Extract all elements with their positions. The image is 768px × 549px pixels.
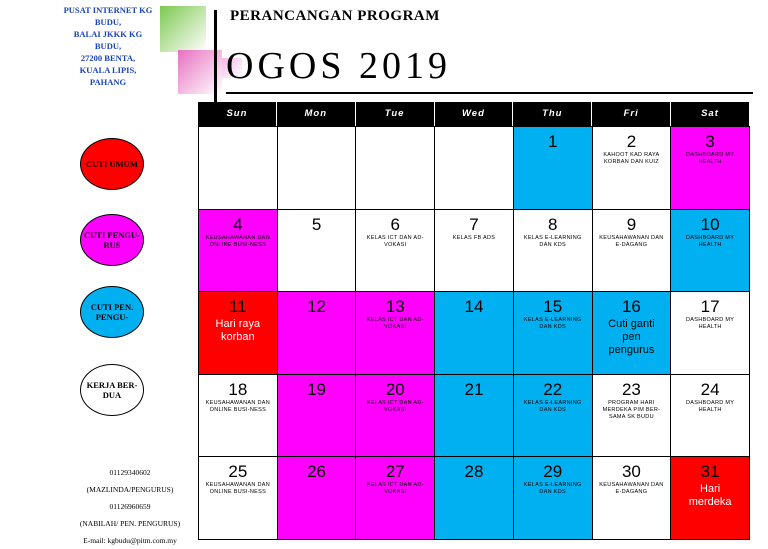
day-note: DASHBOARD MY HEALTH: [686, 152, 735, 165]
day-cell: [514, 292, 593, 375]
day-cell: [671, 375, 750, 458]
legend-label: CUTI PENGU-RUS: [84, 230, 140, 250]
day-number: 2: [626, 132, 637, 151]
day-cell: [593, 127, 672, 210]
contact-phone-assistant: 01126960659: [109, 502, 151, 511]
day-number: 5: [311, 214, 322, 234]
day-note: KELAS ICT DAN AD-VOKASI: [366, 482, 424, 496]
day-cell: [356, 292, 435, 375]
org-line: BUDU,: [94, 41, 122, 51]
day-cell: [199, 292, 278, 375]
day-cell: [199, 210, 278, 293]
day-note: DASHBOARD MY HEALTH: [686, 234, 735, 248]
day-note: KELAS FB ADS: [452, 234, 496, 241]
weekday-header: [198, 102, 750, 126]
day-cell: [435, 457, 514, 540]
day-number: 24: [700, 379, 720, 399]
day-number: 10: [700, 214, 720, 234]
day-cell: [199, 127, 278, 210]
day-number: 14: [464, 297, 484, 317]
day-number: 29: [543, 462, 563, 482]
weekday-sat: Sat: [671, 102, 750, 126]
day-note: KELAS ICT DAN AD-VOKASI: [366, 399, 424, 413]
legend-public-holiday: [80, 138, 144, 190]
day-number: 25: [228, 462, 248, 482]
legend-label: KERJA BER-DUA: [86, 380, 138, 400]
contact-info: [60, 464, 200, 549]
weekday-sun: Sun: [198, 102, 277, 126]
org-line: PAHANG: [89, 77, 127, 87]
day-cell: [435, 127, 514, 210]
org-line: 27200 BENTA,: [80, 53, 136, 63]
day-cell: [356, 375, 435, 458]
day-number: 26: [307, 462, 327, 482]
weekday-tue: Tue: [356, 102, 435, 126]
day-number: 15: [543, 297, 563, 317]
day-note: KAHOOT KAD RAYA KORBAN DAN KUIZ: [603, 152, 660, 165]
weekday-wed: Wed: [435, 102, 514, 126]
day-number: 4: [233, 214, 243, 234]
day-cell: [671, 127, 750, 210]
org-line: BUDU,: [94, 17, 122, 27]
day-note: DASHBOARD MY HEALTH: [686, 399, 735, 413]
day-note: KEUSAHAWANAN DAN E-DAGANG: [599, 234, 664, 248]
day-cell: [593, 375, 672, 458]
day-cell: [278, 457, 357, 540]
day-cell: [514, 375, 593, 458]
day-number: 21: [464, 379, 484, 399]
day-cell: [514, 210, 593, 293]
day-number: 22: [543, 379, 563, 399]
organization-address: [44, 4, 172, 88]
day-note: KEUSAHAWANAN DAN ONLINE BUSI-NESS: [205, 234, 270, 248]
day-note: KEUSAHAWANAN DAN ONLINE BUSI-NESS: [205, 482, 270, 496]
day-cell: [278, 210, 357, 293]
page-title: PERANCANGAN PROGRAM: [230, 8, 440, 24]
day-note: KEUSAHAWANAN DAN E-DAGANG: [599, 482, 664, 496]
day-cell: [435, 375, 514, 458]
day-number: 30: [621, 462, 641, 482]
day-cell: [593, 292, 672, 375]
day-cell: [278, 127, 357, 210]
legend-assistant-leave: [80, 286, 144, 338]
contact-email: E-mail: kgbudu@pitm.com.my: [83, 536, 177, 545]
day-note: DASHBOARD MY HEALTH: [686, 317, 735, 331]
day-number: 27: [385, 462, 405, 482]
header-horizontal-rule: [226, 92, 753, 94]
weekday-mon: Mon: [277, 102, 356, 126]
day-note: KELAS E-LEARNING DAN KDS: [523, 482, 582, 496]
day-note: KELAS ICT DAN AD-VOKASI: [366, 317, 424, 331]
org-line: BALAI JKKK KG: [73, 29, 143, 39]
day-cell: [671, 210, 750, 293]
day-note: PROGRAM HARI MERDEKA PIM BER-SAMA SK BUDU: [602, 399, 661, 420]
day-number: 28: [464, 462, 484, 482]
day-cell: [356, 457, 435, 540]
day-cell: [593, 457, 672, 540]
day-cell: [356, 127, 435, 210]
legend-manager-leave: [80, 214, 144, 266]
day-number: 11: [229, 297, 247, 317]
day-note: Hari merdeka: [688, 483, 732, 509]
org-line: PUSAT INTERNET KG: [63, 5, 153, 15]
contact-name-manager: (MAZLINDA/PENGURUS): [86, 485, 174, 494]
day-cell: [278, 292, 357, 375]
day-cell: [199, 457, 278, 540]
legend-both-working: [80, 364, 144, 416]
day-number: 20: [385, 379, 405, 399]
legend-label: CUTI PEN. PENGU-: [90, 302, 134, 322]
org-line: KUALA LIPIS,: [79, 65, 137, 75]
day-cell: [671, 292, 750, 375]
day-number: 18: [228, 379, 248, 399]
weekday-fri: Fri: [592, 102, 671, 126]
weekday-thu: Thu: [513, 102, 592, 126]
header-vertical-rule: [214, 10, 217, 102]
day-note: KELAS E-LEARNING DAN KDS: [523, 399, 582, 413]
day-cell: [356, 210, 435, 293]
day-number: 19: [307, 379, 327, 399]
day-number: 31: [700, 462, 720, 482]
day-number: 8: [547, 214, 558, 234]
day-note: KELAS E-LEARNING DAN KDS: [523, 234, 582, 248]
day-cell: [435, 292, 514, 375]
month-title: OGOS 2019: [226, 45, 451, 87]
day-cell: [435, 210, 514, 293]
day-cell: [514, 457, 593, 540]
day-number: 13: [385, 297, 405, 317]
day-number: 23: [621, 379, 641, 399]
calendar: [198, 102, 750, 539]
day-cell: [514, 127, 593, 210]
day-cell: [199, 375, 278, 458]
day-number: 17: [700, 297, 720, 317]
contact-name-assistant: (NABILAH/ PEN. PENGURUS): [79, 519, 181, 528]
day-cell: [278, 375, 357, 458]
day-note: Cuti ganti pen pengurus: [608, 318, 655, 357]
day-cell: [671, 457, 750, 540]
day-note: KELAS E-LEARNING DAN KDS: [523, 317, 582, 331]
day-number: 6: [390, 214, 401, 234]
day-note: KELAS ICT DAN AD-VOKASI: [366, 234, 424, 248]
legend-label: CUTI UMUM: [86, 159, 138, 169]
day-number: 7: [469, 214, 479, 234]
day-number: 16: [621, 297, 641, 317]
day-number: 1: [547, 132, 558, 151]
day-number: 12: [307, 297, 327, 317]
day-note: Hari raya korban: [215, 318, 261, 344]
calendar-grid: [198, 126, 750, 540]
day-note: KEUSAHAWANAN DAN ONLINE BUSI-NESS: [205, 399, 270, 413]
day-number: 9: [626, 214, 637, 234]
day-number: 3: [705, 132, 715, 151]
contact-phone-manager: 01129340602: [109, 468, 151, 477]
day-cell: [593, 210, 672, 293]
